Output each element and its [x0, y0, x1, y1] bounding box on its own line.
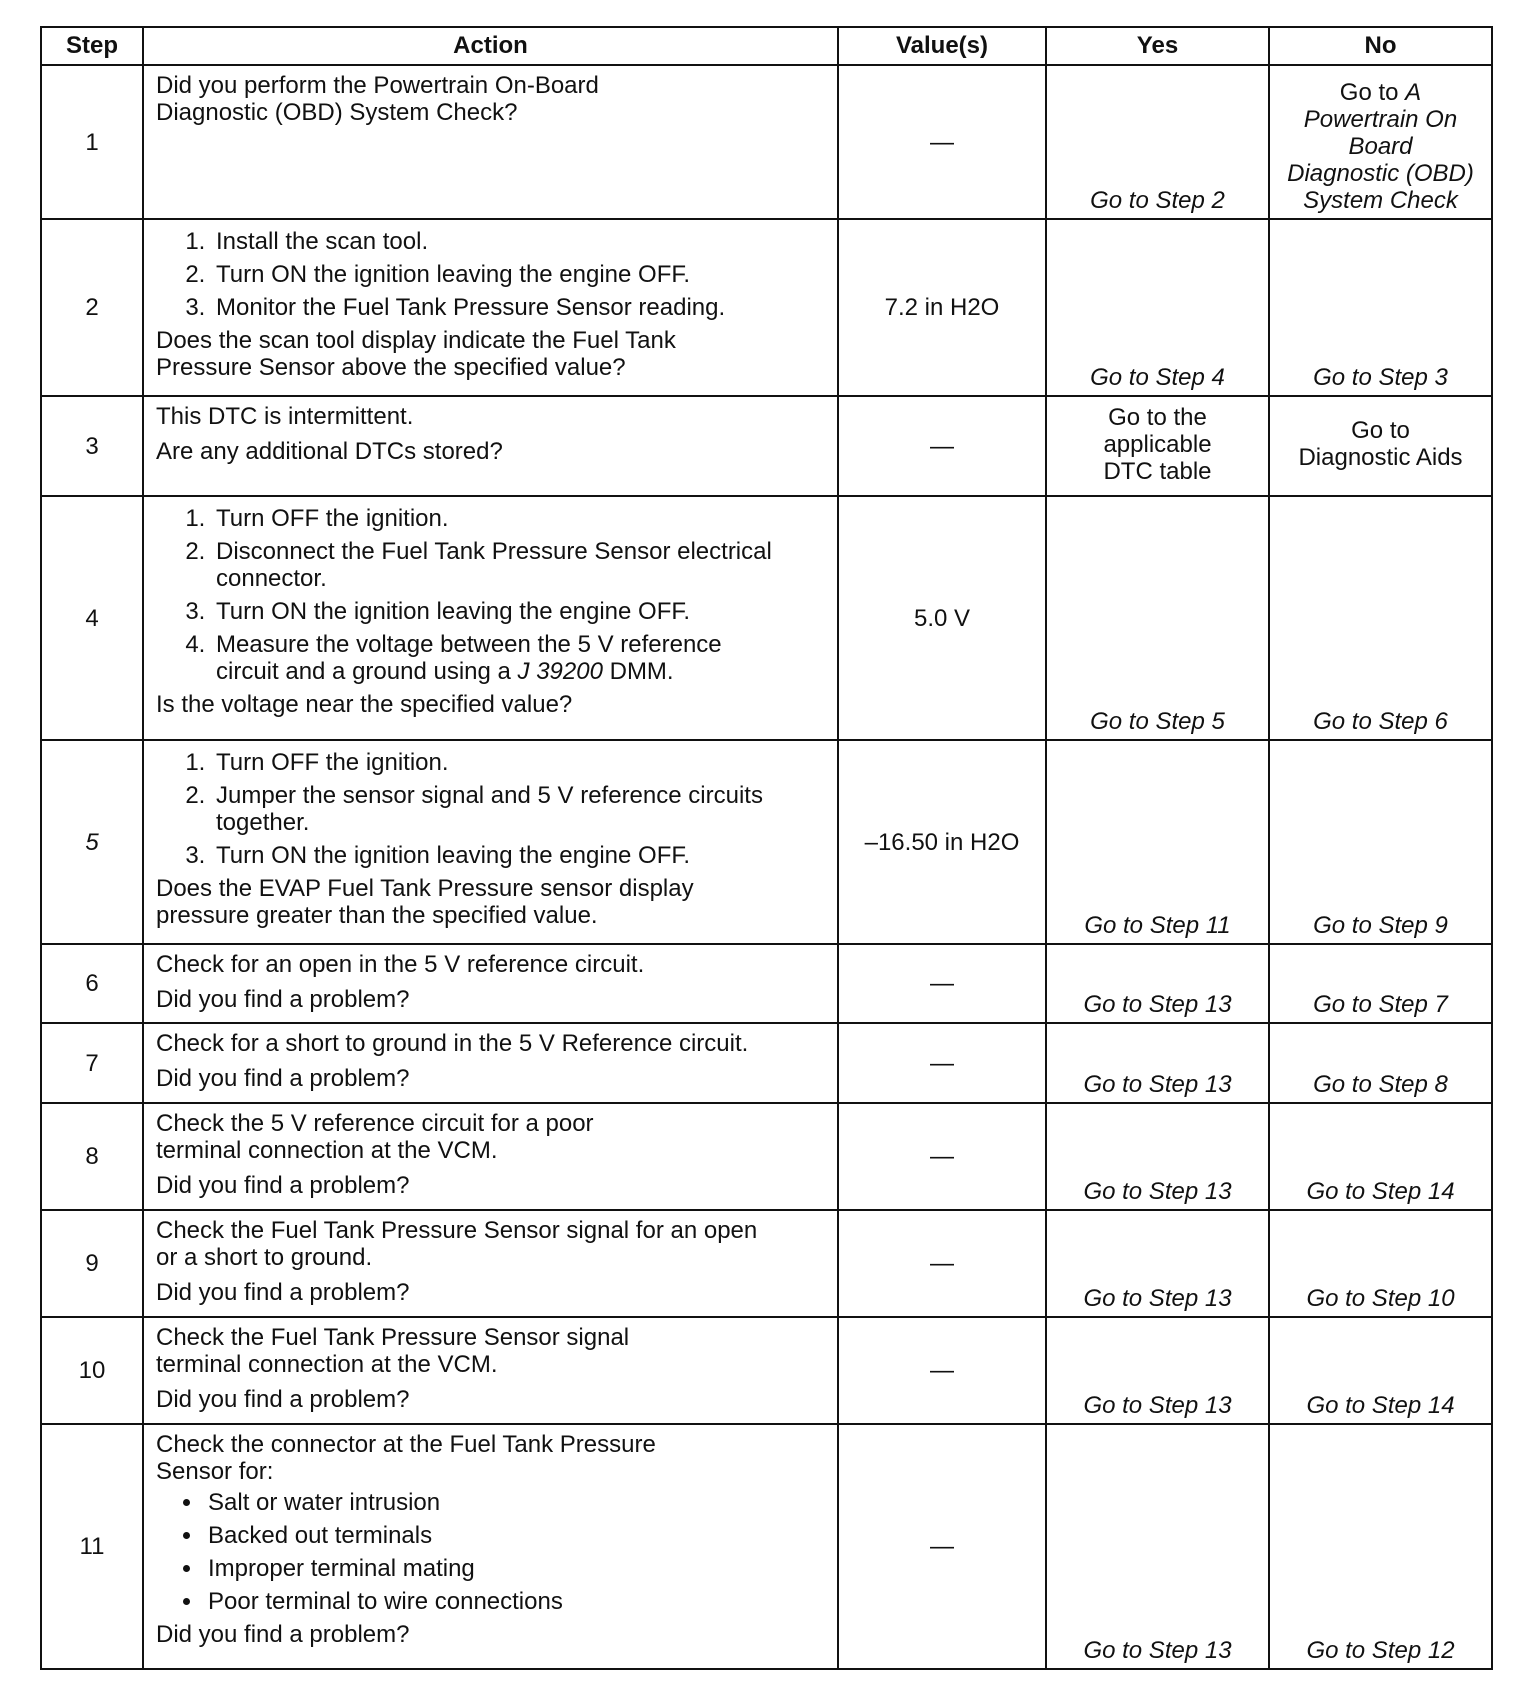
no-cell: Go to Step 8: [1269, 1023, 1492, 1103]
action-step: 1. Turn OFF the ignition.: [212, 505, 827, 532]
action-step: 3. Monitor the Fuel Tank Pressure Sensor reading.: [212, 294, 827, 321]
action-text: Did you perform the Powertrain On-Board: [156, 72, 599, 99]
value-cell: —: [838, 65, 1046, 219]
action-steps: [156, 228, 827, 321]
no-cell: Go to Step 14: [1269, 1317, 1492, 1424]
action-question: Are any additional DTCs stored?: [156, 438, 503, 465]
action-step-text: circuit and a ground using a: [216, 658, 518, 685]
yes-text: DTC table: [1103, 457, 1212, 485]
no-cell: [1269, 65, 1492, 219]
action-step: [212, 782, 827, 836]
yes-cell: Go to Step 5: [1046, 496, 1269, 740]
value-cell: 5.0 V: [838, 496, 1046, 740]
check-item: • Poor terminal to wire connections: [204, 1588, 827, 1615]
action-step: 2. Turn ON the ignition leaving the engine OFF.: [212, 261, 827, 288]
header-action: Action: [143, 27, 838, 65]
check-item: • Backed out terminals: [204, 1522, 827, 1549]
value-cell: —: [838, 1103, 1046, 1210]
table-row: [41, 740, 1492, 944]
action-text: Sensor for:: [156, 1458, 274, 1485]
yes-cell: [1046, 396, 1269, 496]
action-text: or a short to ground.: [156, 1244, 373, 1271]
no-cell: Go to Step 7: [1269, 944, 1492, 1023]
action-cell: [143, 396, 838, 496]
action-cell: [143, 219, 838, 396]
value-cell: —: [838, 1023, 1046, 1103]
table-row: [41, 1424, 1492, 1669]
action-question: Does the scan tool display indicate the Fuel Tank: [156, 327, 676, 354]
value-cell: —: [838, 1317, 1046, 1424]
no-link-text: System Check: [1303, 187, 1458, 214]
header-yes: Yes: [1046, 27, 1269, 65]
table-row: [41, 396, 1492, 496]
value-cell: —: [838, 1424, 1046, 1669]
action-cell: [143, 496, 838, 740]
tool-number: J 39200: [517, 658, 603, 685]
step-number: 11: [41, 1424, 143, 1669]
check-list: [156, 1489, 827, 1615]
action-text: Diagnostic (OBD) System Check?: [156, 99, 518, 126]
action-step: [212, 538, 827, 592]
action-text: Check for an open in the 5 V reference circuit.: [156, 951, 645, 978]
action-steps: [156, 505, 827, 685]
action-question: Did you find a problem?: [156, 986, 410, 1013]
step-number: 5: [41, 740, 143, 944]
value-cell: 7.2 in H2O: [838, 219, 1046, 396]
no-text: Diagnostic Aids: [1298, 444, 1463, 471]
yes-cell: Go to Step 11: [1046, 740, 1269, 944]
check-item: • Improper terminal mating: [204, 1555, 827, 1582]
action-step: 3. Turn ON the ignition leaving the engine OFF.: [212, 598, 827, 625]
header-values: Value(s): [838, 27, 1046, 65]
action-step-text: DMM.: [602, 658, 674, 685]
no-link-text: Powertrain On: [1303, 106, 1458, 133]
table-row: [41, 1210, 1492, 1317]
action-cell: [143, 1317, 838, 1424]
check-item: • Salt or water intrusion: [204, 1489, 827, 1516]
value-cell: —: [838, 944, 1046, 1023]
step-number: 6: [41, 944, 143, 1023]
action-question: Did you find a problem?: [156, 1621, 410, 1648]
action-question: Is the voltage near the specified value?: [156, 691, 573, 718]
action-cell: [143, 1424, 838, 1669]
yes-cell: Go to Step 13: [1046, 1023, 1269, 1103]
header-step: Step: [41, 27, 143, 65]
action-question: Pressure Sensor above the specified value?: [156, 354, 626, 381]
no-cell: Go to Step 9: [1269, 740, 1492, 944]
table-row: [41, 1103, 1492, 1210]
no-cell: Go to Step 6: [1269, 496, 1492, 740]
step-number: 8: [41, 1103, 143, 1210]
action-text: Check the connector at the Fuel Tank Pressure: [156, 1431, 656, 1458]
action-step-text: 2. Disconnect the Fuel Tank Pressure Sensor electrical: [216, 538, 772, 565]
yes-text: Go to the: [1108, 403, 1207, 431]
action-step-text: connector.: [216, 565, 327, 592]
no-cell: Go to Step 3: [1269, 219, 1492, 396]
action-text: terminal connection at the VCM.: [156, 1351, 498, 1378]
step-number: 7: [41, 1023, 143, 1103]
yes-cell: Go to Step 13: [1046, 1317, 1269, 1424]
action-question: Did you find a problem?: [156, 1279, 410, 1306]
value-cell: —: [838, 396, 1046, 496]
no-link-text: Board: [1348, 133, 1413, 160]
value-cell: –16.50 in H2O: [838, 740, 1046, 944]
yes-cell: Go to Step 2: [1046, 65, 1269, 219]
action-text: Check the 5 V reference circuit for a poor: [156, 1110, 594, 1137]
yes-cell: Go to Step 13: [1046, 1103, 1269, 1210]
step-number: 4: [41, 496, 143, 740]
action-step: 1. Install the scan tool.: [212, 228, 827, 255]
action-step: 1. Turn OFF the ignition.: [212, 749, 827, 776]
no-text: Go to: [1351, 417, 1410, 444]
action-cell: [143, 740, 838, 944]
table-row: [41, 496, 1492, 740]
no-cell: Go to Step 14: [1269, 1103, 1492, 1210]
action-cell: [143, 1210, 838, 1317]
yes-cell: Go to Step 13: [1046, 944, 1269, 1023]
action-question: Does the EVAP Fuel Tank Pressure sensor display: [156, 875, 694, 902]
action-question: Did you find a problem?: [156, 1065, 410, 1092]
step-number: 1: [41, 65, 143, 219]
no-link-text: Diagnostic (OBD): [1287, 160, 1474, 187]
yes-cell: Go to Step 13: [1046, 1424, 1269, 1669]
action-cell: [143, 65, 838, 219]
yes-text: applicable: [1103, 430, 1212, 458]
step-number: 3: [41, 396, 143, 496]
yes-cell: Go to Step 4: [1046, 219, 1269, 396]
action-text: Check the Fuel Tank Pressure Sensor signal: [156, 1324, 630, 1351]
action-steps: [156, 749, 827, 869]
header-row: [41, 27, 1492, 65]
value-cell: —: [838, 1210, 1046, 1317]
action-cell: [143, 1023, 838, 1103]
action-text: terminal connection at the VCM.: [156, 1137, 498, 1164]
action-step-text: together.: [216, 809, 310, 836]
no-cell: Go to Step 10: [1269, 1210, 1492, 1317]
action-step-text: 2. Jumper the sensor signal and 5 V reference circuits: [216, 782, 763, 809]
no-cell: [1269, 396, 1492, 496]
action-cell: [143, 1103, 838, 1210]
yes-cell: Go to Step 13: [1046, 1210, 1269, 1317]
no-prefix: Go to: [1339, 79, 1406, 106]
diagnostic-table: [40, 26, 1493, 1670]
action-cell: [143, 944, 838, 1023]
step-number: 10: [41, 1317, 143, 1424]
table-row: [41, 1023, 1492, 1103]
header-no: No: [1269, 27, 1492, 65]
action-question: pressure greater than the specified value.: [156, 902, 598, 929]
step-number: 9: [41, 1210, 143, 1317]
action-step: [212, 631, 827, 685]
action-question: Did you find a problem?: [156, 1172, 410, 1199]
action-step-text: 4. Measure the voltage between the 5 V reference: [216, 631, 722, 658]
action-text: This DTC is intermittent.: [156, 403, 414, 430]
table-row: [41, 1317, 1492, 1424]
action-question: Did you find a problem?: [156, 1386, 410, 1413]
no-cell: Go to Step 12: [1269, 1424, 1492, 1669]
no-link-text: A: [1405, 79, 1422, 106]
action-text: Check for a short to ground in the 5 V Reference circuit.: [156, 1030, 749, 1057]
table-row: [41, 219, 1492, 396]
action-step: 3. Turn ON the ignition leaving the engine OFF.: [212, 842, 827, 869]
action-text: Check the Fuel Tank Pressure Sensor signal for an open: [156, 1217, 758, 1244]
table-row: [41, 944, 1492, 1023]
step-number: 2: [41, 219, 143, 396]
table-row: [41, 65, 1492, 219]
